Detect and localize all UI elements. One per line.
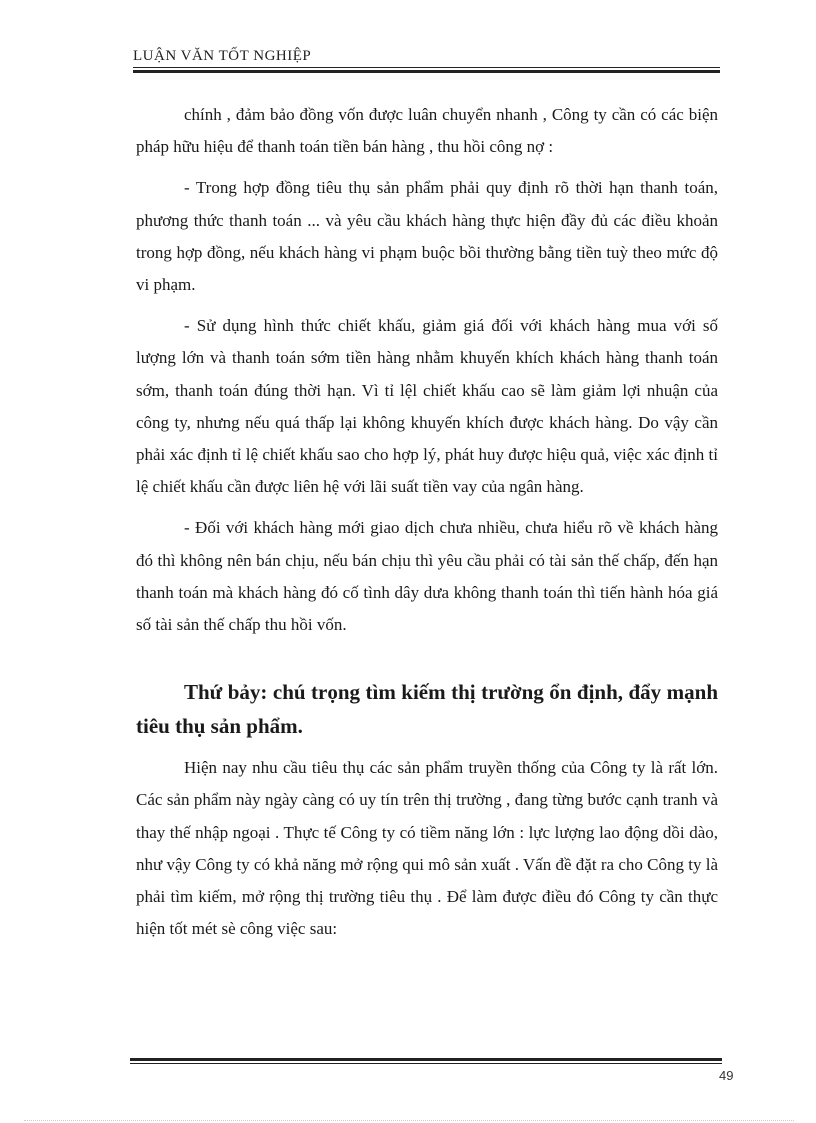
section-heading: Thứ bảy: chú trọng tìm kiếm thị trường ổn định, đẩy mạnh tiêu thụ sản phẩm. <box>136 680 718 739</box>
footer-rule-thick <box>130 1058 722 1061</box>
footer-rule-thin <box>130 1063 722 1064</box>
body-paragraph: - Trong hợp đồng tiêu thụ sản phẩm phải quy định rõ thời hạn thanh toán, phương thức thanh toán ... và yêu cầu khách hàng thực hiện đầy đủ các điều khoản trong hợp đồng, nếu khách hàng vi phạm buộc bồi thường bằng tiền tuỳ theo mức độ vi phạm. <box>136 178 718 295</box>
body-paragraph: Hiện nay nhu cầu tiêu thụ các sản phẩm truyền thống của Công ty là rất lớn. Các sản phẩm này ngày càng có uy tín trên thị trường , đang từng bước cạnh tranh và thay thế nhập ngoại . Thực tế Công ty có tiềm năng lớn : lực lượng lao động dồi dào, như vậy Công ty có khả năng mở rộng qui mô sản xuất . Vấn đề đặt ra cho Công ty là phải tìm kiếm, mở rộng thị trường tiêu thụ . Để làm được điều đó Công ty cần thực hiện tốt mét sè công việc sau: <box>136 758 718 939</box>
body-paragraph: - Đối với khách hàng mới giao dịch chưa nhiều, chưa hiểu rõ về khách hàng đó thì không nên bán chịu, nếu bán chịu thì yêu cầu phải có tài sản thế chấp, đến hạn thanh toán mà khách hàng đó cố tình dây dưa không thanh toán thì tiến hành hóa giá số tài sản thế chấp thu hồi vốn. <box>136 518 718 635</box>
page-number: 49 <box>719 1068 734 1083</box>
page-edge-dotted-line <box>24 1120 794 1121</box>
running-header-title: LUẬN VĂN TỐT NGHIỆP <box>133 48 312 64</box>
page-body <box>136 99 718 945</box>
body-paragraph: - Sử dụng hình thức chiết khấu, giảm giá đối với khách hàng mua với số lượng lớn và thanh toán sớm tiền hàng nhằm khuyến khích khách hàng thanh toán sớm, thanh toán đúng thời hạn. Vì tỉ lệl chiết khấu cao sẽ làm giảm lợi nhuận của công ty, nhưng nếu quá thấp lại không khuyến khích được khách hàng. Do vậy cần phải xác định tỉ lệ chiết khấu sao cho hợp lý, phát huy được hiệu quả, việc xác định tỉ lệ chiết khấu cần được liên hệ với lãi suất tiền vay của ngân hàng. <box>136 316 718 497</box>
header-rule-thin <box>133 67 720 68</box>
header-rule-thick <box>133 70 720 73</box>
body-paragraph: chính , đảm bảo đồng vốn được luân chuyển nhanh , Công ty cần có các biện pháp hữu hiệu để thanh toán tiền bán hàng , thu hồi công nợ : <box>136 105 718 157</box>
